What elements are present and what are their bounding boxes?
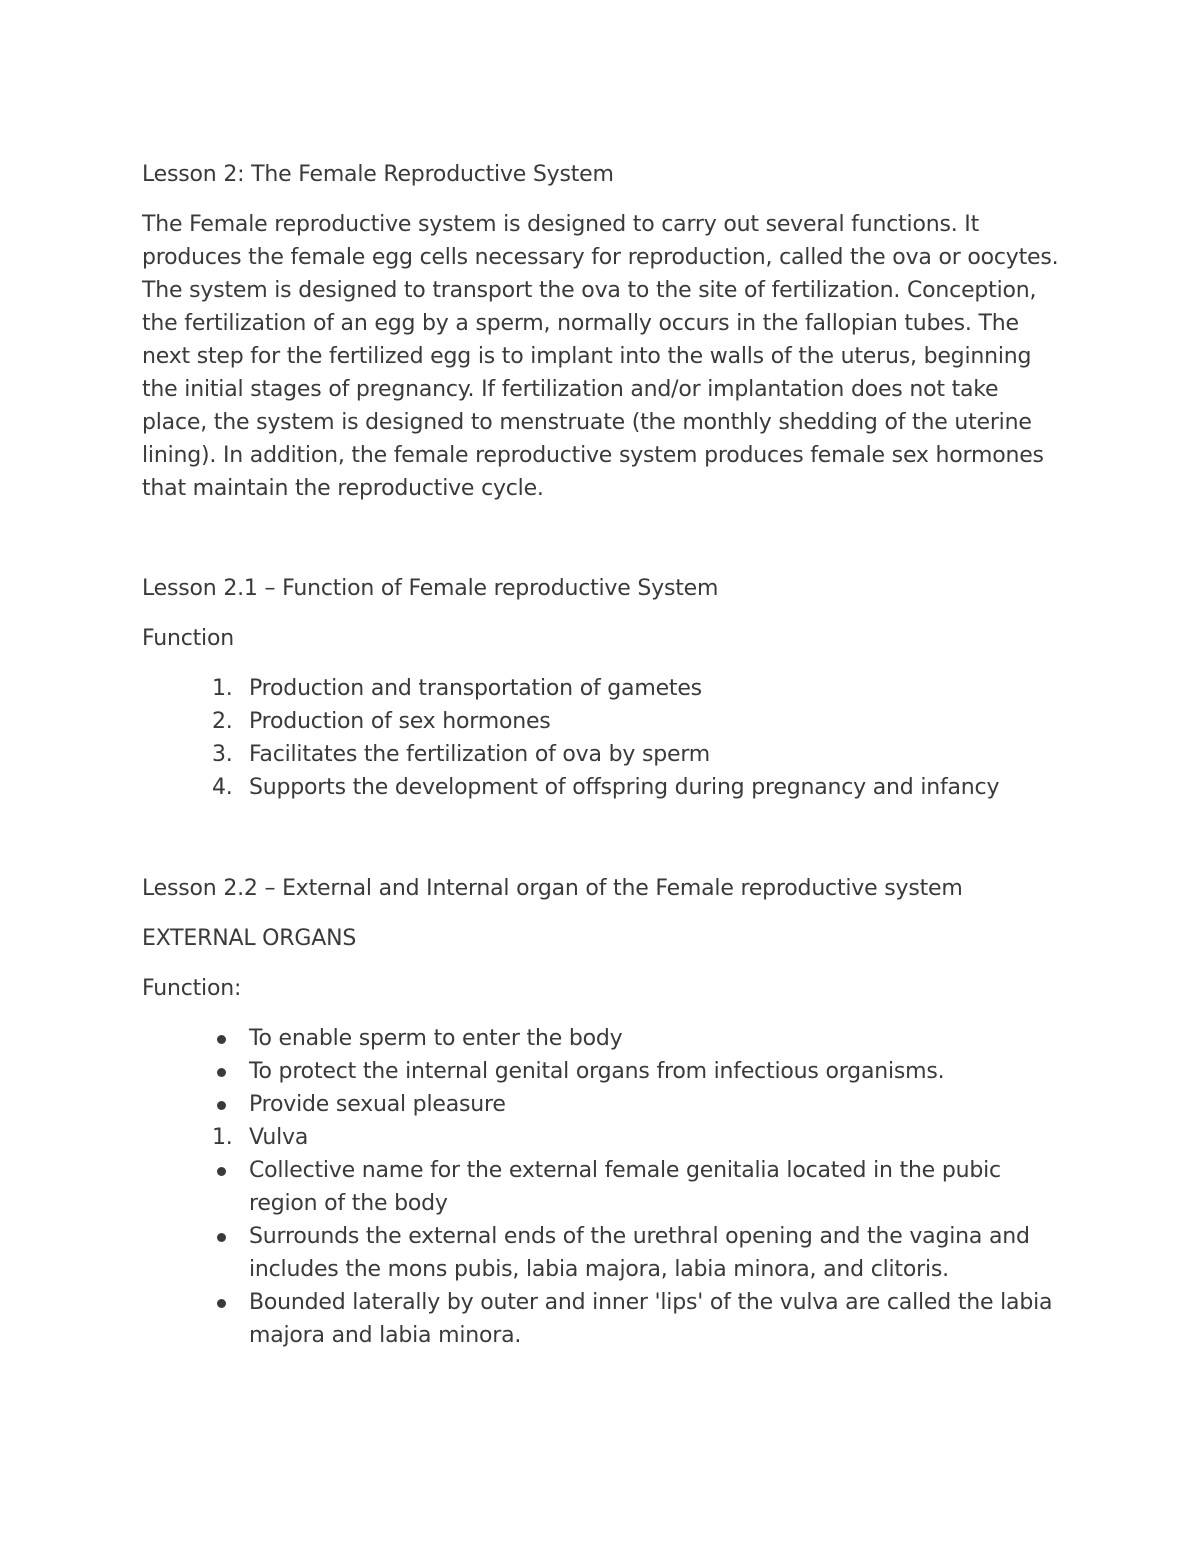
list-number: 4.: [212, 775, 233, 800]
lesson-2-1-title: Lesson 2.1 – Function of Female reproductive System: [142, 576, 719, 601]
bullet-icon: [217, 1299, 226, 1308]
list-item-text: To protect the internal genital organs from infectious organisms.: [249, 1059, 945, 1084]
external-organs-list: [142, 1022, 1062, 1352]
list-item-text: Bounded laterally by outer and inner 'lips' of the vulva are called the labia majora and labia minora.: [249, 1290, 1053, 1348]
bullet-icon: [217, 1101, 226, 1110]
section-spacer: [142, 804, 1062, 872]
list-item: [142, 672, 1062, 705]
function-label: Function: [142, 626, 234, 651]
lesson-2-title: Lesson 2: The Female Reproductive System: [142, 162, 614, 187]
list-number: 2.: [212, 709, 233, 734]
list-item: [142, 705, 1062, 738]
list-item-text: Vulva: [249, 1125, 309, 1150]
function-list: [142, 672, 1062, 804]
list-item: [142, 1022, 1062, 1055]
external-organs-heading: EXTERNAL ORGANS: [142, 926, 357, 951]
list-number: 3.: [212, 742, 233, 767]
bullet-icon: [217, 1035, 226, 1044]
section-spacer: [142, 505, 1062, 572]
list-item-text: Provide sexual pleasure: [249, 1092, 506, 1117]
lesson-2-paragraph: The Female reproductive system is designed to carry out several functions. It produces the female egg cells necessary for reproduction, called the ova or oocytes. The system is designed to transport the ova to the site of fertilization. Conception, the fertilization of an egg by a sperm, normally occurs in the fallopian tubes. The next step for the fertilized egg is to implant into the walls of the uterus, beginning the initial stages of pregnancy. If fertilization and/or implantation does not take place, the system is designed to menstruate (the monthly shedding of the uterine lining). In addition, the female reproductive system produces female sex hormones that maintain the reproductive cycle.: [142, 212, 1059, 501]
list-item-text: Production of sex hormones: [249, 709, 551, 734]
list-item: [142, 771, 1062, 804]
list-item: [142, 1220, 1062, 1286]
list-item: [142, 1154, 1062, 1220]
list-item-text: Supports the development of offspring during pregnancy and infancy: [249, 775, 1000, 800]
list-number: 1.: [212, 676, 233, 701]
function-label: Function:: [142, 976, 242, 1001]
list-item-text: Facilitates the fertilization of ova by sperm: [249, 742, 711, 767]
list-item-text: Surrounds the external ends of the urethral opening and the vagina and includes the mons pubis, labia majora, labia minora, and clitoris.: [249, 1224, 1030, 1282]
list-item: [142, 1121, 1062, 1154]
list-number: 1.: [212, 1125, 233, 1150]
list-item-text: To enable sperm to enter the body: [249, 1026, 623, 1051]
list-item: [142, 1055, 1062, 1088]
list-item: [142, 1286, 1062, 1352]
list-item-text: Production and transportation of gametes: [249, 676, 702, 701]
list-item: [142, 1088, 1062, 1121]
lesson-2-2-title: Lesson 2.2 – External and Internal organ of the Female reproductive system: [142, 876, 963, 901]
bullet-icon: [217, 1167, 226, 1176]
bullet-icon: [217, 1233, 226, 1242]
bullet-icon: [217, 1068, 226, 1077]
document-body: [142, 158, 1062, 1352]
list-item-text: Collective name for the external female genitalia located in the pubic region of the body: [249, 1158, 1001, 1216]
list-item: [142, 738, 1062, 771]
